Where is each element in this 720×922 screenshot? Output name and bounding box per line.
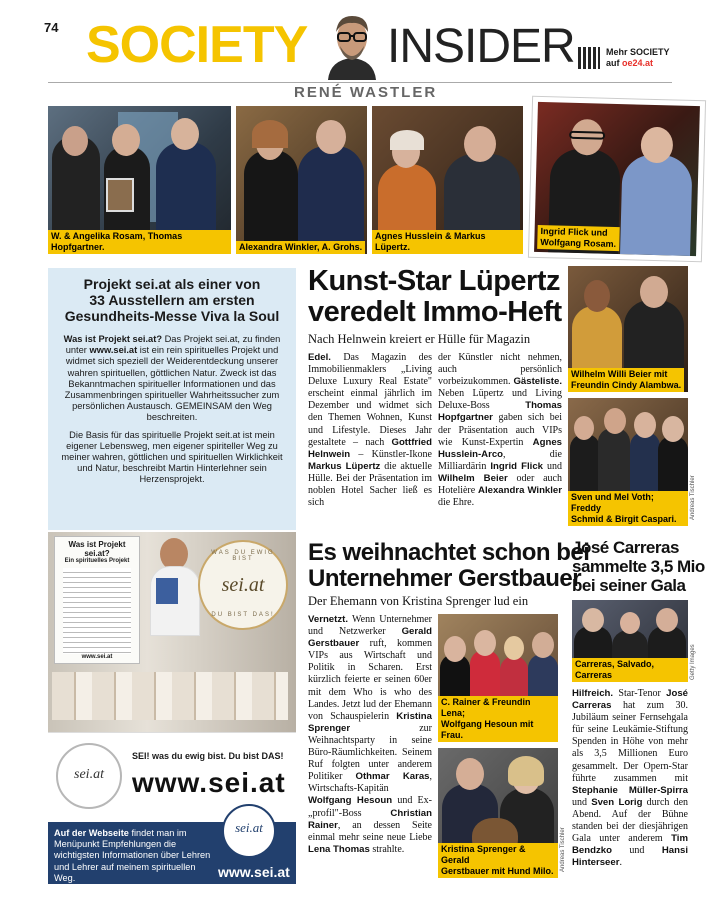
body-text: , an dessen Seite einmal mehr seine neue Liebe	[308, 819, 432, 843]
name: Kristina Sprenger	[308, 710, 432, 734]
caption-line: C. Rainer & Freundin Lena;	[441, 697, 531, 718]
photo-winkler-grohs	[236, 106, 367, 254]
name: Agnes Husslein-Arco	[438, 436, 562, 460]
photo-flick-rosam	[528, 96, 706, 262]
sei-footer-logo-text: sei.at	[235, 820, 263, 835]
photo-rosam-hopfgartner	[48, 106, 231, 254]
caption	[568, 491, 688, 526]
caption	[568, 368, 684, 392]
caption	[537, 225, 619, 251]
body-text: und	[572, 796, 592, 808]
photo-credit: Getty Images	[690, 644, 696, 680]
body-text: , die Milliardärin	[438, 448, 562, 472]
sei-logo-large	[198, 540, 288, 630]
body-text: Wenn Unternehmer und Netzwerker	[308, 614, 432, 638]
ring-top: WAS DU EWIG BIST	[211, 550, 275, 562]
poster-sub: Ein spirituelles Projekt	[64, 558, 130, 564]
lead-in: Vernetzt.	[308, 614, 348, 625]
promo-text: Das Projekt sei.at, zu finden unter	[65, 334, 281, 356]
promo-box-body	[54, 334, 290, 486]
article3-body	[572, 688, 688, 869]
body-text: .	[619, 857, 622, 869]
article2-subhead: Der Ehemann von Kristina Sprenger lud ein	[308, 594, 529, 608]
body-text: die Ehre.	[438, 497, 475, 509]
caption-line: Wilhelm Willi Beier mit	[571, 369, 668, 379]
body-text: Star-Tenor	[613, 688, 667, 699]
poster	[54, 536, 140, 664]
photo-rainer-hesoun	[438, 614, 558, 742]
promo-paragraph	[54, 334, 290, 424]
caption-line: Ingrid Flick und	[540, 226, 608, 238]
name: Markus Lüpertz	[308, 460, 381, 472]
columnist-portrait	[316, 8, 388, 80]
promo-box-title	[48, 276, 296, 324]
promo-site-line	[606, 58, 670, 69]
name: Lena Thomas	[308, 843, 370, 855]
poster-url: www.sei.at	[81, 654, 113, 660]
body-text: und	[611, 845, 662, 857]
name: Wolfgang Hesoun	[308, 795, 393, 807]
headline-line: sammelte 3,5 Mio	[572, 557, 705, 576]
sei-logo-text: sei.at	[221, 574, 265, 596]
body-text: gaben sich bei der Präsentation auch VIPs wie Kunst-Expertin	[438, 412, 562, 448]
lead-in: Gästeliste.	[513, 376, 562, 388]
promo-text: ist ein rein spirituelles Projekt und widmet sich speziell der Weiderentdeckung unserer wahren spirituellen, göttlichen Natur. Zweck ist das Bekanntmachen spiritueller Informationen und das Zusammenbringen spiritueller Wahrheitssucher zum persönlichen Austausch. GEMEINSAM den Weg beschreiten.	[64, 345, 280, 423]
name: Thomas Hopfgartner	[438, 400, 562, 424]
headline-line: Unternehmer Gerstbauer	[308, 565, 582, 592]
page-number: 74	[44, 20, 59, 35]
brand-society: SOCIETY	[86, 16, 308, 74]
name: Gottfried Helnwein	[308, 436, 432, 460]
banner-slogan: SEI! was du ewig bist. Du bist DAS!	[132, 751, 284, 761]
photo-husslein-luepertz	[372, 106, 523, 254]
name: Wilhelm Beier	[438, 472, 508, 484]
promo-url[interactable]: www.sei.at	[89, 345, 138, 356]
article2-body	[308, 614, 432, 856]
caption: W. & Angelika Rosam, Thomas Hopfgartner.	[48, 230, 231, 254]
caption: Carreras, Salvado, Carreras	[572, 658, 688, 682]
body-text: Neben Lüpertz und Living Deluxe-Boss	[438, 388, 562, 412]
photo-sprenger-gerstbauer	[438, 748, 558, 878]
promo-title-line: Projekt sei.at als einer von	[83, 276, 261, 292]
name: José Carreras	[572, 688, 688, 712]
caption-line: Wolfgang Hesoun mit Frau.	[441, 719, 534, 740]
lead-in: Hilfreich.	[572, 688, 614, 699]
name: Ingrid Flick	[490, 460, 543, 472]
brand-insider: INSIDER	[387, 20, 575, 73]
body-text: – Künstler-Ikone	[350, 448, 432, 460]
body-text: der Künstler nicht nehmen, auch persönlich vorbeizukommen.	[438, 352, 562, 388]
body-text: oder auch Hotelière	[438, 472, 562, 497]
sei-footer-body: findet man im Menüpunkt Empfehlungen die wichtigsten Informationen über Lehren und Lehrer auf meinem spirituellen Weg.	[54, 828, 211, 883]
headline-line: bei seiner Gala	[572, 576, 686, 595]
sei-footer-url[interactable]: www.sei.at	[218, 864, 290, 880]
header-rule	[48, 82, 672, 83]
article2-headline	[308, 540, 589, 592]
sei-banner-logo	[56, 743, 122, 809]
promo-box-sei	[48, 268, 296, 530]
caption-line: Freundin Cindy Alambwa.	[571, 380, 682, 390]
name: Sven Lorig	[591, 796, 643, 808]
sei-footer-lead: Auf der Webseite	[54, 828, 129, 838]
author-byline: RENÉ WASTLER	[294, 84, 438, 101]
sei-footer-logo	[222, 804, 276, 858]
headline-line: José Carreras	[572, 538, 679, 557]
article1-headline	[308, 266, 562, 328]
photo-carreras	[572, 600, 688, 682]
promo-line: Mehr SOCIETY	[606, 47, 670, 57]
caption: Alexandra Winkler, A. Grohs.	[236, 241, 365, 254]
body-text: hat zum 30. Jubiläum seiner Fernsehgala für seine Leukämie-Stiftung Spenden in Höhe von mehr als 3,5 Millionen Euro gesammelt. Der Opern-Star führte zusammen mit	[572, 700, 688, 784]
lead-in: Edel.	[308, 352, 331, 363]
body-text: und	[543, 460, 562, 472]
caption-line: Wolfgang Rosam.	[540, 237, 617, 249]
body-text: durch den Abend. Auf der Bühne standen bei der diesjährigen Gala unter anderem	[572, 796, 689, 845]
promo-lead: Was ist Projekt sei.at?	[63, 334, 162, 344]
promo-prefix: auf	[606, 58, 623, 68]
display-table	[52, 672, 288, 720]
caption-line: Kristina Sprenger & Gerald	[441, 844, 526, 865]
body-text: ruft, kommen VIPs aus Wirtschaft und Politik in Scharen. Erst kürzlich feierte er seinen 60er mit dem Who is who des Landes. Jetzt lud der Ehemann von Schauspielerin	[308, 638, 432, 722]
caption	[438, 696, 558, 742]
article1-col2	[438, 352, 562, 509]
photo-voth-schmid-caspari	[568, 398, 688, 526]
caption-line: Sven und Mel Voth; Freddy	[571, 492, 654, 513]
promo-title-line: Gesundheits-Messe Viva la Soul	[64, 308, 280, 324]
promo-more-society[interactable]	[606, 47, 670, 69]
photo-sei-stand	[48, 532, 296, 822]
photo-beier-alambwa	[568, 266, 688, 392]
article3-headline	[572, 538, 705, 595]
caption-line: Schmid & Birgit Caspari.	[571, 514, 677, 524]
photo-credit: Andreas Tischler	[560, 827, 566, 872]
body-text: , Wirtschafts-Kapitän	[308, 771, 432, 795]
banner-url: www.sei.at	[132, 767, 286, 798]
photo-credit: Andreas Tischler	[690, 475, 696, 520]
name: Othmar Karas	[355, 771, 430, 783]
article1-subhead: Nach Helnwein kreiert er Hülle für Magazin	[308, 332, 531, 346]
headline-line: Kunst-Star Lüpertz	[308, 265, 560, 297]
name: Alexandra Winkler	[478, 485, 563, 497]
body-text: zur Weihnachtsparty in seine Büro-Räumlichkeiten. Seinem Ruf folgten unter anderem Politiker	[308, 722, 432, 783]
headline-line: veredelt Immo-Heft	[308, 296, 562, 328]
name: Gerald Gerstbauer	[308, 626, 432, 650]
body-text: strahlte.	[369, 843, 405, 855]
caption	[438, 843, 558, 878]
name: Christian Rainer	[308, 807, 432, 831]
promo-title-line: 33 Ausstellern am ersten	[89, 292, 255, 308]
caption: Agnes Husslein & Markus Lüpertz.	[372, 230, 523, 254]
article1-col1	[308, 352, 432, 509]
person-figure	[146, 538, 204, 634]
sei-banner-logo-text: sei.at	[74, 767, 104, 782]
promo-site[interactable]: oe24.at	[622, 58, 654, 68]
promo-paragraph: Die Basis für das spirituelle Projekt seit.at ist mein eigener Lebensweg, men eigener spiriteller Weg zu meiner wahren, göttlichen und spirituellen Wirklichkeit und Natur, beschreibt Martin Hinterlehner sein Herzensprojekt.	[61, 429, 283, 485]
qr-code-icon[interactable]	[578, 47, 600, 69]
sei-footer	[48, 822, 296, 884]
headline-line: Es weihnachtet schon bei	[308, 539, 590, 566]
sei-footer-text	[54, 828, 214, 884]
poster-text-lines	[63, 568, 131, 654]
name: Hansi Hinterseer	[572, 845, 688, 869]
body-text: die aktuelle Hülle. Bei der Präsentation im noblen Hotel Sacher ließ es sich	[308, 460, 432, 509]
name: Tim Bendzko	[572, 833, 688, 857]
ring-bottom: DU BIST DAS!	[211, 612, 275, 618]
caption-line: Gerstbauer mit Hund Milo.	[441, 866, 554, 876]
body-text: und Ex-„profil"-Boss	[308, 795, 432, 819]
name: Stephanie Müller-Spirra	[572, 784, 688, 796]
body-text: Das Magazin des Immobilienmaklers „Living Deluxe Luxury Real Estate" erscheint einmal jährlich im Dezember und widmet sich den Themen Wohnen, Kunst und Lifestyle. Dieses Jahr gestaltete – nach	[308, 352, 432, 448]
poster-title: Was ist Projekt sei.at?	[68, 540, 126, 558]
